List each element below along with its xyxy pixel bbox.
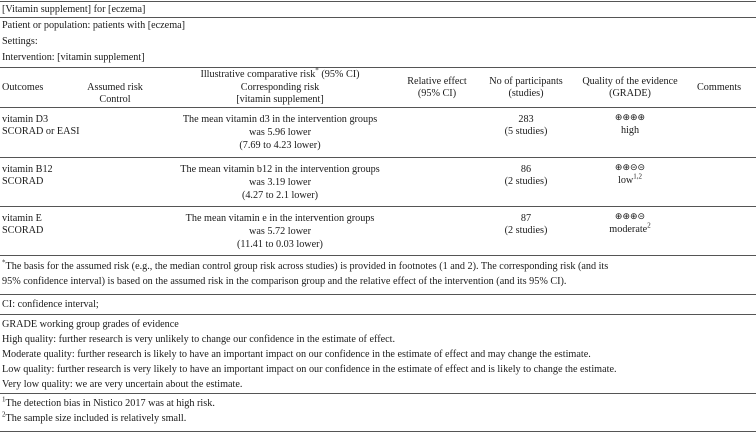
outcome-name: vitamin E [2,213,42,224]
studies-count: (2 studies) [504,225,548,236]
participants-count: 86 [520,164,532,175]
header-quality: Quality of the evidence [582,76,678,87]
intervention-line: Intervention: [vitamin supplement] [2,52,145,63]
risk-line-1: The mean vitamin b12 in the intervention groups [180,164,380,175]
header-outcomes: Outcomes [2,82,44,93]
grade-low: Low quality: further research is very likely to have an important impact on our confidence in the estimate of effect and is likely to change the estimate. [2,364,617,375]
grade-symbols: ⊕⊕⊕⊝ [614,212,646,222]
grade-label: low$^{1,2}$ [617,172,643,186]
header-grade: (GRADE) [609,88,651,99]
header-relative-effect-ci: (95% CI) [417,88,457,99]
header-comments: Comments [697,82,742,93]
rule-ci [0,314,756,315]
header-assumed-risk: Assumed risk [87,82,143,93]
rule-header-bottom [0,107,756,108]
settings-line: Settings: [2,36,38,47]
risk-line-2: was 5.72 lower [249,226,311,237]
outcome-scale: SCORAD [2,225,44,236]
risk-line-3: (11.41 to 0.03 lower) [237,239,323,250]
header-studies: (studies) [508,88,544,99]
grade-high: High quality: further research is very unlikely to change our confidence in the estimate of effect. [2,334,396,345]
risk-line-2: was 5.96 lower [249,127,311,138]
rule-row-2 [0,206,756,207]
grade-title: GRADE working group grades of evidence [2,319,179,330]
footnote-2: $^2$The sample size included is relatively small. [2,410,187,424]
footnote-1: $^1$The detection bias in Nistico 2017 was at high risk. [2,395,215,409]
studies-count: (2 studies) [504,176,548,187]
rule-header-top [0,67,756,68]
participants-count: 87 [520,213,532,224]
risk-line-2: was 3.19 lower [249,177,311,188]
risk-line-1: The mean vitamin d3 in the intervention groups [182,114,378,125]
table-title: [Vitamin supplement] for [eczema] [2,4,146,15]
risk-line-3: (4.27 to 2.1 lower) [241,190,319,201]
header-relative-effect: Relative effect [407,76,467,87]
header-corresponding-risk: Corresponding risk [240,82,320,93]
risk-line-1: The mean vitamin e in the intervention groups [185,213,375,224]
rule-row-1 [0,157,756,158]
grade-label: moderate$^2$ [609,221,651,235]
header-illustrative-risk: Illustrative comparative risk* (95% CI) [200,66,360,80]
rule-title [0,17,756,18]
grade-label: high [620,125,640,136]
participants-count: 283 [518,114,534,125]
outcome-scale: SCORAD or EASI [2,126,80,137]
assumed-risk-note-line-1: *The basis for the assumed risk (e.g., the median control group risk across studies) is provided in footnotes (1 and 2). The corresponding risk (and its [2,258,609,272]
rule-grade [0,393,756,394]
header-participants: No of participants [489,76,563,87]
outcome-name: vitamin B12 [2,164,53,175]
grade-moderate: Moderate quality: further research is likely to have an important impact on our confidence in the estimate of effect and may change the estimate. [2,349,591,360]
population-line: Patient or population: patients with [eczema] [2,20,186,31]
rule-assumed-note [0,294,756,295]
grade-symbols: ⊕⊕⊝⊝ [614,163,646,173]
risk-line-3: (7.69 to 4.23 lower) [239,140,321,151]
outcome-name: vitamin D3 [2,114,49,125]
outcome-scale: SCORAD [2,176,44,187]
rule-top [0,1,756,2]
header-assumed-control: Control [99,94,131,105]
studies-count: (5 studies) [504,126,548,137]
grade-very-low: Very low quality: we are very uncertain about the estimate. [2,379,243,390]
assumed-risk-note-line-2: 95% confidence interval) is based on the assumed risk in the comparison group and the relative effect of the intervention (and its 95% CI). [2,276,567,287]
grade-symbols: ⊕⊕⊕⊕ [614,113,646,123]
header-corresponding-intervention: [vitamin supplement] [236,94,324,105]
ci-note: CI: confidence interval; [2,299,99,310]
rule-table-bottom [0,255,756,256]
